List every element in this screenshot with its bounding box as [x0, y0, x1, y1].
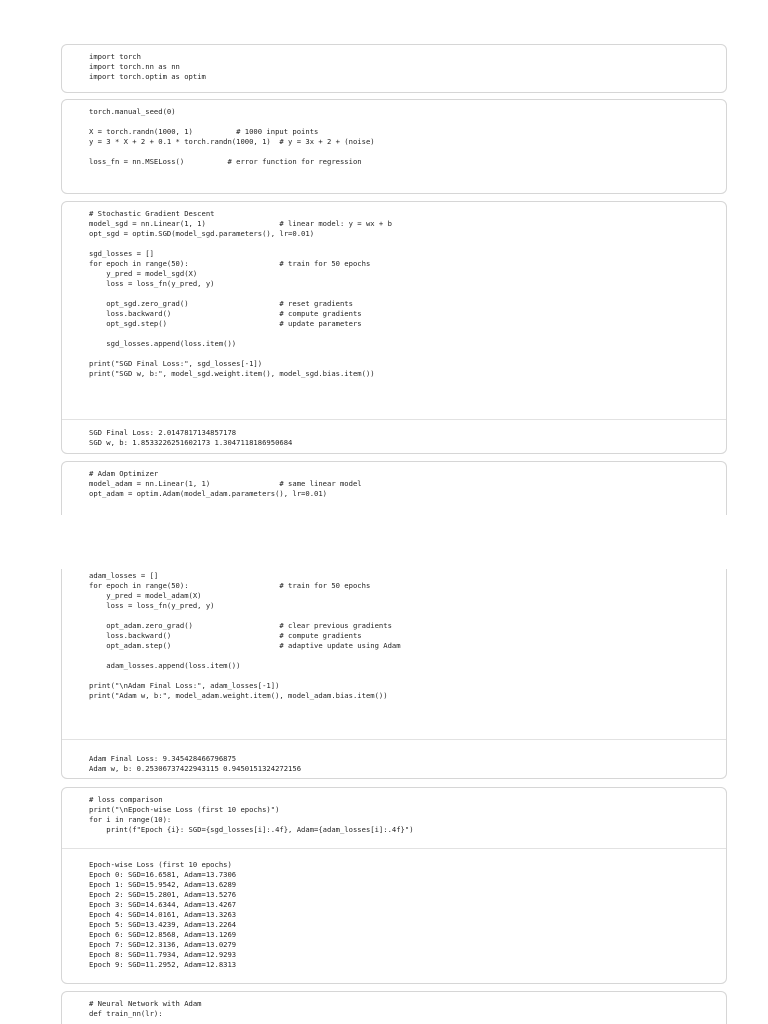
code-input[interactable]: adam_losses = [] for epoch in range(50): # train for 50 epochs y_pred = model_adam(X) loss = loss_fn(y_pred, y) opt_adam.zero_grad() # clear previous gradients loss.backward() # compute gradients opt_adam.step() # adaptive update using Adam adam_losses.append(loss.item()) print("\nAdam Final Loss:", adam_losses[-1]) print("Adam w, b:", model_adam.weight.item(), model_adam.bias.item()) [89, 571, 401, 700]
code-cell-imports[interactable] [61, 44, 727, 93]
cell-output: Epoch-wise Loss (first 10 epochs) Epoch 0: SGD=16.6581, Adam=13.7306 Epoch 1: SGD=15.9542, Adam=13.6289 Epoch 2: SGD=15.2801, Adam=13.5276 Epoch 3: SGD=14.6344, Adam=13.4267 Epoch 4: SGD=14.0161, Adam=13.3263 Epoch 5: SGD=13.4239, Adam=13.2264 Epoch 6: SGD=12.8568, Adam=13.1269 Epoch 7: SGD=12.3136, Adam=13.0279 Epoch 8: SGD=11.7934, Adam=12.9293 Epoch 9: SGD=11.2952, Adam=12.8313 [62, 848, 726, 970]
code-cell-sgd[interactable] [61, 201, 727, 454]
code-cell-adam-setup[interactable] [61, 461, 727, 515]
cell-output: Adam Final Loss: 9.345428466796875 Adam w, b: 0.25306737422943115 0.9450151324272156 [62, 739, 726, 774]
code-input[interactable]: import torch import torch.nn as nn import torch.optim as optim [89, 52, 206, 81]
code-input[interactable]: torch.manual_seed(0) X = torch.randn(1000, 1) # 1000 input points y = 3 * X + 2 + 0.1 * torch.randn(1000, 1) # y = 3x + 2 + (noise) loss_fn = nn.MSELoss() # error function for regression [89, 107, 375, 166]
code-input[interactable]: # Stochastic Gradient Descent model_sgd = nn.Linear(1, 1) # linear model: y = wx + b opt_sgd = optim.SGD(model_sgd.parameters(), lr=0.01) sgd_losses = [] for epoch in range(50): # train for 50 epochs y_pred = model_sgd(X) loss = loss_fn(y_pred, y) opt_sgd.zero_grad() # reset gradients loss.backward() # compute gradients opt_sgd.step() # update parameters sgd_losses.append(loss.item()) print("SGD Final Loss:", sgd_losses[-1]) print("SGD w, b:", model_sgd.weight.item(), model_sgd.bias.item()) [89, 209, 392, 378]
code-cell-adam-training[interactable] [61, 569, 727, 779]
code-input[interactable]: # Neural Network with Adam def train_nn(lr): [89, 999, 202, 1018]
code-cell-loss-comparison[interactable] [61, 787, 727, 984]
cell-output: SGD Final Loss: 2.0147817134857178 SGD w, b: 1.8533226251602173 1.3047118186950684 [62, 419, 726, 448]
code-cell-neural-network[interactable] [61, 991, 727, 1024]
code-cell-data-setup[interactable] [61, 99, 727, 194]
code-input[interactable]: # Adam Optimizer model_adam = nn.Linear(1, 1) # same linear model opt_adam = optim.Adam(model_adam.parameters(), lr=0.01) [89, 469, 362, 498]
code-input[interactable]: # loss comparison print("\nEpoch-wise Loss (first 10 epochs)") for i in range(10): print(f"Epoch {i}: SGD={sgd_losses[i]:.4f}, Adam={adam_losses[i]:.4f}") [89, 795, 414, 834]
